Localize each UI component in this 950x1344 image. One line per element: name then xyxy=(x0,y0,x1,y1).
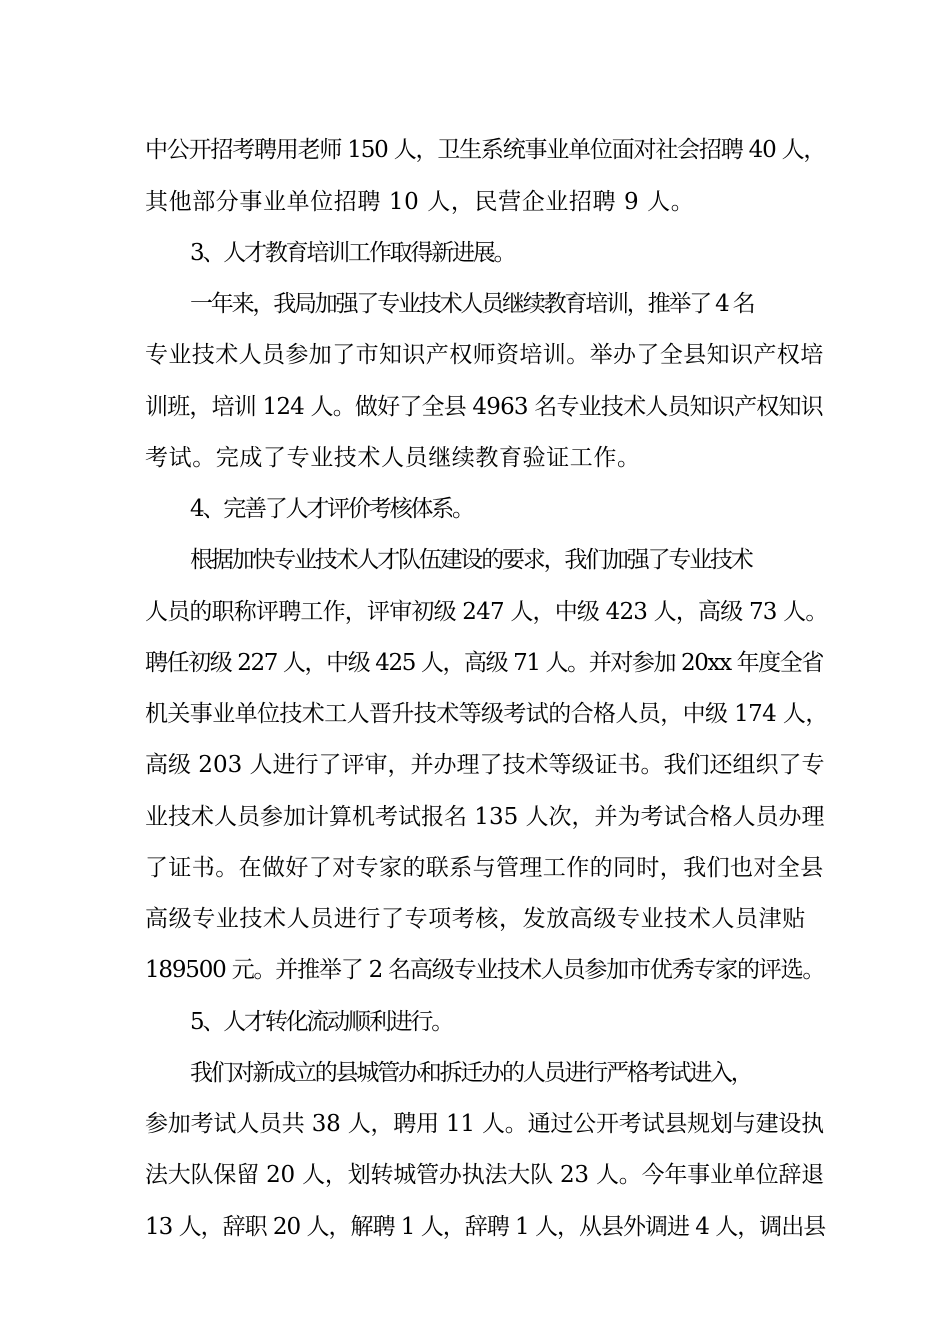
text-line: 训班，培训 124 人。做好了全县 4963 名专业技术人员知识产权知识 xyxy=(145,394,823,420)
text-line: 专业技术人员参加了市知识产权师资培训。举办了全县知识产权培 xyxy=(145,342,824,368)
text-line: 高级 203 人进行了评审，并办理了技术等级证书。我们还组织了专 xyxy=(145,752,825,778)
text-line: 高级专业技术人员进行了专项考核，发放高级专业技术人员津贴 xyxy=(145,906,806,932)
section-heading: 3、人才教育培训工作取得新进展。 xyxy=(190,240,515,266)
section-heading: 4、完善了人才评价考核体系。 xyxy=(190,496,473,522)
text-line: 其他部分事业单位招聘 10 人，民营企业招聘 9 人。 xyxy=(145,189,695,215)
text-line: 聘任初级 227 人，中级 425 人，高级 71 人。并对参加 20xx 年度全省 xyxy=(145,650,823,676)
text-line: 人员的职称评聘工作，评审初级 247 人，中级 423 人，高级 73 人。 xyxy=(145,599,828,625)
text-line: 了证书。在做好了对专家的联系与管理工作的同时，我们也对全县 xyxy=(145,855,824,881)
text-line: 考试。完成了专业技术人员继续教育验证工作。 xyxy=(145,445,641,471)
text-line: 业技术人员参加计算机考试报名 135 人次，并为考试合格人员办理 xyxy=(145,804,825,830)
text-line: 参加考试人员共 38 人，聘用 11 人。通过公开考试县规划与建设执 xyxy=(145,1111,824,1137)
text-line: 法大队保留 20 人，划转城管办执法大队 23 人。今年事业单位辞退 xyxy=(145,1162,824,1188)
text-line: 中公开招考聘用老师 150 人，卫生系统事业单位面对社会招聘 40 人， xyxy=(145,137,826,163)
text-line: 机关事业单位技术工人晋升技术等级考试的合格人员，中级 174 人， xyxy=(145,701,828,727)
text-line: 13 人，辞职 20 人，解聘 1 人，辞聘 1 人，从县外调进 4 人，调出县 xyxy=(145,1214,826,1240)
text-line: 一年来，我局加强了专业技术人员继续教育培训，推举了 4 名 xyxy=(190,291,754,317)
text-line: 189500 元。并推举了 2 名高级专业技术人员参加市优秀专家的评选。 xyxy=(145,957,825,983)
section-heading: 5、人才转化流动顺利进行。 xyxy=(190,1009,453,1035)
text-line: 根据加快专业技术人才队伍建设的要求，我们加强了专业技术 xyxy=(190,547,752,573)
text-line: 我们对新成立的县城管办和拆迁办的人员进行严格考试进入， xyxy=(190,1060,752,1086)
